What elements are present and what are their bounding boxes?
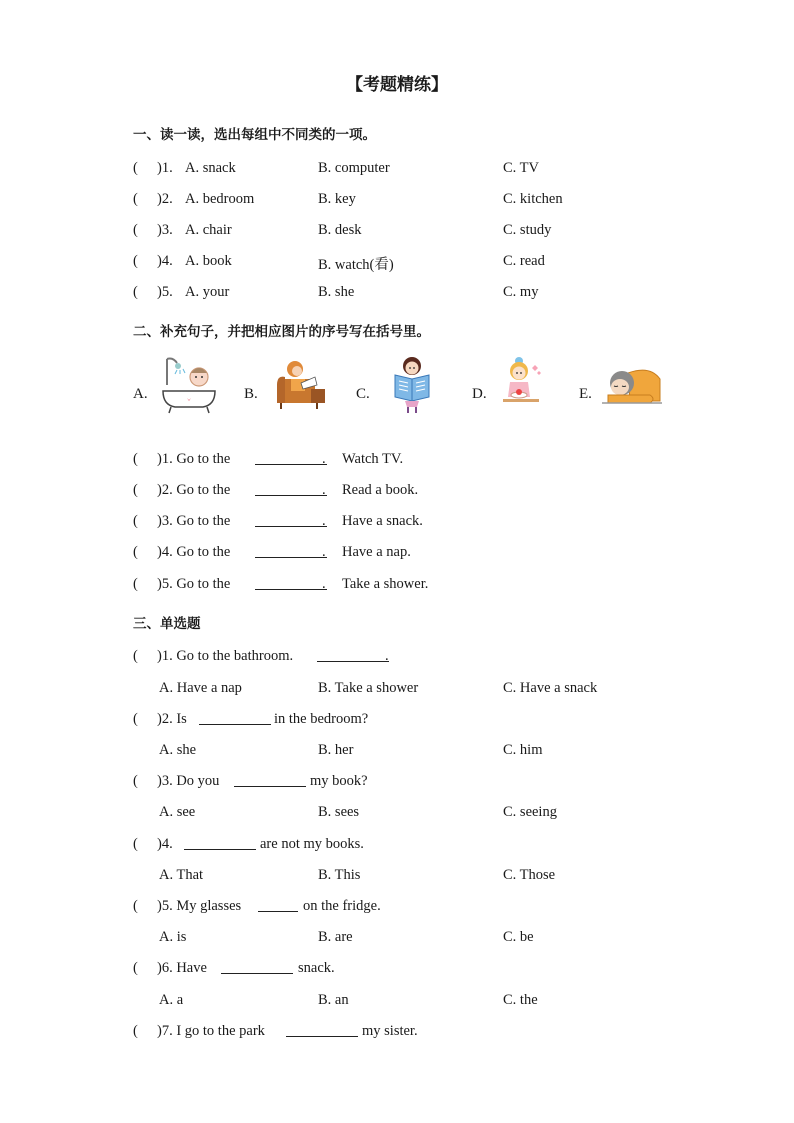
option-b[interactable]: B. This xyxy=(318,867,361,883)
picture-label: B. xyxy=(244,386,258,402)
option-c: C. my xyxy=(503,284,539,300)
question-row xyxy=(133,773,753,793)
question-row xyxy=(133,836,753,856)
option-b: B. she xyxy=(318,284,355,300)
option-b[interactable]: B. sees xyxy=(318,804,360,820)
options-row xyxy=(133,742,753,762)
picture-label: A. xyxy=(133,386,148,402)
option-b[interactable]: B. Take a shower xyxy=(318,680,419,696)
answer-blank[interactable] xyxy=(251,544,331,563)
option-b[interactable]: B. are xyxy=(318,929,353,945)
picture-label: C. xyxy=(356,386,370,402)
question-text: )7. I go to the park xyxy=(157,1023,265,1039)
answer-paren[interactable]: ( xyxy=(133,960,138,976)
armchair-reading-icon xyxy=(271,355,329,415)
question-lead: )2. Go to the xyxy=(157,482,231,498)
question-number: )3. xyxy=(157,222,173,238)
option-a[interactable]: A. see xyxy=(159,804,196,820)
question-tail: are not my books. xyxy=(260,836,364,852)
picture-label: D. xyxy=(472,386,487,402)
option-c: C. TV xyxy=(503,160,539,176)
girl-eating-snack-icon xyxy=(499,355,545,415)
fill-in-row xyxy=(133,576,753,596)
answer-paren[interactable]: ( xyxy=(133,482,138,498)
answer-paren[interactable]: ( xyxy=(133,1023,138,1039)
answer-paren[interactable]: ( xyxy=(133,898,138,914)
answer-blank[interactable] xyxy=(251,482,331,501)
question-row xyxy=(133,898,753,918)
question-text: )4. xyxy=(157,836,173,852)
section3-heading: 三、单选题 xyxy=(133,616,201,632)
answer-paren[interactable]: ( xyxy=(133,773,138,789)
option-c[interactable]: C. Have a snack xyxy=(503,680,598,696)
question-row xyxy=(133,284,753,304)
question-number: )2. xyxy=(157,191,173,207)
option-a: A. snack xyxy=(185,160,236,176)
answer-paren[interactable]: ( xyxy=(133,222,138,238)
option-b: B. key xyxy=(318,191,356,207)
fill-in-row xyxy=(133,482,753,502)
activity-text: Have a nap. xyxy=(342,544,411,560)
question-tail: my sister. xyxy=(362,1023,418,1039)
option-c: C. read xyxy=(503,253,545,269)
options-row xyxy=(133,992,753,1012)
question-tail: snack. xyxy=(298,960,335,976)
option-b: B. computer xyxy=(318,160,390,176)
options-row xyxy=(133,804,753,824)
answer-blank[interactable] xyxy=(313,648,393,667)
fill-in-row xyxy=(133,544,753,564)
question-tail: in the bedroom? xyxy=(274,711,369,727)
option-a: A. book xyxy=(185,253,232,269)
girl-reading-book-icon xyxy=(391,355,433,415)
question-row xyxy=(133,253,753,273)
section2-heading: 二、补充句子，并把相应图片的序号写在括号里。 xyxy=(133,324,430,340)
answer-paren[interactable]: ( xyxy=(133,160,138,176)
option-a: A. bedroom xyxy=(185,191,255,207)
answer-paren[interactable]: ( xyxy=(133,284,138,300)
option-a[interactable]: A. she xyxy=(159,742,197,758)
option-b[interactable]: B. an xyxy=(318,992,349,1008)
option-a[interactable]: A. Have a nap xyxy=(159,680,242,696)
question-text: )3. Do you xyxy=(157,773,220,789)
answer-blank[interactable] xyxy=(251,451,331,470)
question-text: )1. Go to the bathroom. xyxy=(157,648,294,664)
answer-paren[interactable]: ( xyxy=(133,576,138,592)
question-lead: )3. Go to the xyxy=(157,513,231,529)
answer-blank[interactable] xyxy=(195,711,275,730)
option-c[interactable]: C. seeing xyxy=(503,804,557,820)
option-c[interactable]: C. be xyxy=(503,929,534,945)
option-b: B. desk xyxy=(318,222,362,238)
option-b: B. watch(看) xyxy=(318,257,394,273)
question-text: )5. My glasses xyxy=(157,898,242,914)
blank-tail: . xyxy=(322,513,326,529)
question-text: )6. Have xyxy=(157,960,207,976)
answer-blank[interactable] xyxy=(251,513,331,532)
answer-blank[interactable] xyxy=(254,898,302,917)
option-a[interactable]: A. is xyxy=(159,929,187,945)
blank-tail: . xyxy=(322,544,326,560)
sleeping-on-desk-icon xyxy=(600,355,664,415)
option-c[interactable]: C. the xyxy=(503,992,538,1008)
bath-icon xyxy=(159,355,221,415)
activity-text: Watch TV. xyxy=(342,451,404,467)
picture-label: E. xyxy=(579,386,592,402)
answer-blank[interactable] xyxy=(282,1023,362,1042)
answer-paren[interactable]: ( xyxy=(133,451,138,467)
question-row xyxy=(133,191,753,211)
answer-paren[interactable]: ( xyxy=(133,711,138,727)
question-row xyxy=(133,648,753,668)
answer-paren[interactable]: ( xyxy=(133,836,138,852)
option-a: A. chair xyxy=(185,222,232,238)
answer-blank[interactable] xyxy=(180,836,260,855)
question-lead: )5. Go to the xyxy=(157,576,231,592)
page-title: 【考题精练】 xyxy=(346,75,448,95)
option-c[interactable]: C. him xyxy=(503,742,543,758)
option-c: C. study xyxy=(503,222,552,238)
answer-paren[interactable]: ( xyxy=(133,648,138,664)
answer-paren[interactable]: ( xyxy=(133,253,138,269)
answer-paren[interactable]: ( xyxy=(133,191,138,207)
fill-in-row xyxy=(133,513,753,533)
question-lead: )1. Go to the xyxy=(157,451,231,467)
question-row xyxy=(133,960,753,980)
blank-tail: . xyxy=(322,482,326,498)
question-number: )1. xyxy=(157,160,173,176)
answer-blank[interactable] xyxy=(251,576,331,595)
blank-tail: . xyxy=(322,576,326,592)
options-row xyxy=(133,929,753,949)
question-number: )5. xyxy=(157,284,173,300)
question-text: )2. Is xyxy=(157,711,187,727)
question-lead: )4. Go to the xyxy=(157,544,231,560)
option-a[interactable]: A. a xyxy=(159,992,184,1008)
activity-text: Take a shower. xyxy=(342,576,429,592)
option-a: A. your xyxy=(185,284,230,300)
answer-paren[interactable]: ( xyxy=(133,513,138,529)
option-c[interactable]: C. Those xyxy=(503,867,556,883)
picture-row xyxy=(133,355,673,415)
answer-paren[interactable]: ( xyxy=(133,544,138,560)
options-row xyxy=(133,867,753,887)
question-tail: on the fridge. xyxy=(303,898,381,914)
options-row xyxy=(133,680,753,700)
fill-in-row xyxy=(133,451,753,471)
question-number: )4. xyxy=(157,253,173,269)
question-row xyxy=(133,160,753,180)
question-tail: my book? xyxy=(310,773,368,789)
option-b[interactable]: B. her xyxy=(318,742,354,758)
answer-blank[interactable] xyxy=(230,773,310,792)
question-row xyxy=(133,1023,753,1043)
section1-heading: 一、读一读，选出每组中不同类的一项。 xyxy=(133,127,376,143)
option-c: C. kitchen xyxy=(503,191,563,207)
option-a[interactable]: A. That xyxy=(159,867,204,883)
activity-text: Have a snack. xyxy=(342,513,423,529)
blank-tail: . xyxy=(322,451,326,467)
activity-text: Read a book. xyxy=(342,482,419,498)
question-tail: . xyxy=(385,648,389,664)
answer-blank[interactable] xyxy=(217,960,297,979)
question-row xyxy=(133,711,753,731)
question-row xyxy=(133,222,753,242)
